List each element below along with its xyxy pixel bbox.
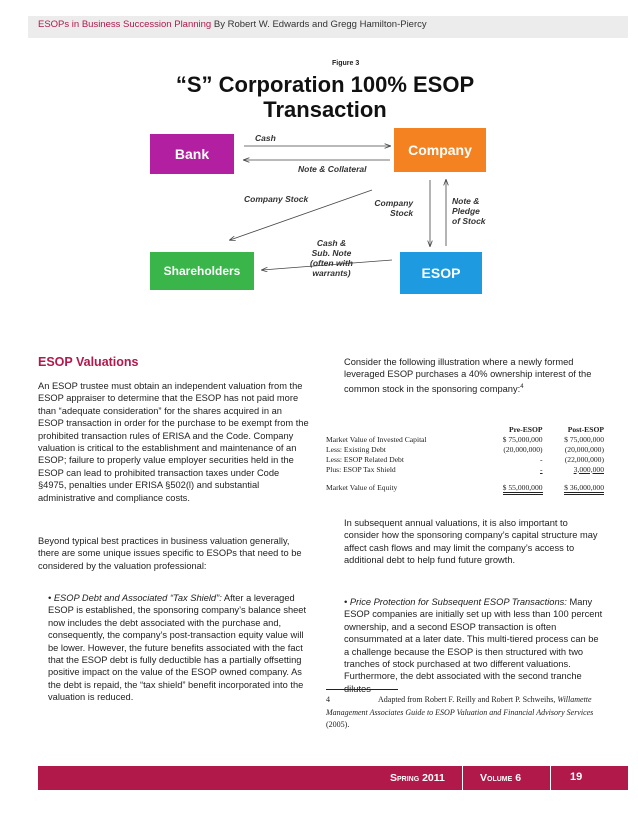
esop-node: ESOP [400,252,482,294]
row-post-value: 3,000,000 [573,464,604,474]
table-row [326,444,604,454]
row-post: (20,000,000) [564,444,604,454]
figure-3 [0,0,638,340]
paragraph-2 [38,535,310,572]
footnote-number: 4 [326,695,330,704]
table-header-row [326,424,604,434]
total-post [543,482,604,492]
flow-label-note-collateral: Note & Collateral [298,164,367,174]
footnote [326,694,616,732]
footer-season: Spring 2011 [390,772,445,784]
paragraph-text: In subsequent annual valuations, it is also important to consider how the sponsoring company’s capital structure may affect cash flows and may limit the company’s access to additional debt to help fund future growth. [344,518,598,566]
footer-volume: Volume 6 [480,772,522,784]
company-node: Company [394,128,486,172]
shareholders-node: Shareholders [150,252,254,290]
footnote-rule [326,689,398,690]
paragraph-text: Consider the following illustration where a newly formed leveraged ESOP purchases a 40% ownership interest of the common stock in the sponsoring company: [344,357,592,394]
paragraph-text: An ESOP trustee must obtain an independent valuation from the ESOP appraiser to determine that the ESOP has not paid more than “adequate consideration” for the shares acquired in an ESOP transaction in order for the purchase to be exempt from the prohibited transaction rules of ERISA and the Code. Company valuation is critical to the establishment and maintenance of an ESOP; failure to properly value employer securities held in the ESOP can lead to prohibited transaction taxes under Code §4975, penalties under ERISA §502(l) and substantial administrative and compliance costs. [38,381,309,503]
valuation-table [326,424,604,492]
total-label: Market Value of Equity [326,482,398,492]
col-header-pre: Pre-ESOP [508,424,543,434]
publication-title: ESOPs in Business Succession Planning [38,19,212,30]
paragraph-illustration [344,356,604,395]
table-total-row [326,482,604,492]
bullet-body: After a leveraged ESOP is established, the sponsoring company’s balance sheet now includes the debt associated with the purchase and, consequently, the company’s post-transaction equity value will be lower. However, the future benefits associated with the fact that the ESOP debt is fully deductible has a partially offsetting positive impact on the value of the ESOP owned company. As the debt is repaid, the “tax shield” benefit incorporated into the valuation is reduced. [48,593,307,703]
flow-label-line: warrants) [312,268,351,278]
bullet-lead: • ESOP Debt and Associated “Tax Shield”: [48,593,222,603]
row-label: Less: ESOP Related Debt [326,454,404,464]
total-post-value: $ 36,000,000 [564,483,604,495]
col-header-post: Post-ESOP [567,424,604,434]
table-row [326,454,604,464]
row-pre: - [540,454,543,464]
row-label: Plus: ESOP Tax Shield [326,464,396,474]
flow-label-line: Sub. Note [311,248,352,258]
table-header-blank [326,424,481,434]
table-spacer [326,474,604,482]
row-post [543,464,604,474]
flow-label-line: Pledge [452,206,480,216]
flow-label-line: Note & [452,196,480,206]
flow-label-note-pledge [452,196,486,226]
figure-label: Figure 3 [332,60,360,67]
paragraph-text: Beyond typical best practices in business valuation generally, there are some unique issues specific to ESOPs that need to be considered by the valuation professional: [38,536,302,571]
footnote-text: Adapted from Robert F. Reilly and Robert P. Schweihs, [378,695,556,704]
footer-divider [462,766,463,790]
footnote-year: (2005). [326,720,350,729]
flow-label-company-stock-left: Company Stock [244,194,309,204]
row-pre [481,464,542,474]
bank-node: Bank [150,134,234,174]
section-heading: ESOP Valuations [38,355,139,369]
bullet-esop-debt [48,592,310,704]
row-post: $ 75,000,000 [564,434,604,444]
bullet-price-protection [344,596,604,695]
paragraph-1 [38,380,310,504]
byline: By Robert W. Edwards and Gregg Hamilton-Piercy [211,19,427,30]
figure-title-line-1: “S” Corporation 100% ESOP [175,72,475,97]
row-pre: (20,000,000) [503,444,543,454]
row-label: Market Value of Invested Capital [326,434,427,444]
page-number: 19 [570,771,583,783]
total-pre [481,482,542,492]
flow-label-cash: Cash [255,133,276,143]
bullet-body: Many ESOP companies are initially set up with less than 100 percent ownership, and a second ESOP transaction is often consummated at a later date. This multi-tiered process can be a challenge because the ESOP is then structured with two tranches of stock purchased at two different valuations. Furthermore, the debt associated with the second tranche dilutes [344,597,603,694]
row-post: (22,000,000) [564,454,604,464]
flow-label-line: Stock [390,208,414,218]
figure-title-line-2: Transaction [263,97,387,122]
table-row [326,464,604,474]
table-row [326,434,604,444]
paragraph-subsequent [344,517,604,567]
footer-bar [38,766,628,790]
footnote-book-title: Willamette Management Associates Guide to ESOP Valuation and Financial Advisory Services [326,695,594,717]
row-pre: $ 75,000,000 [502,434,543,444]
flow-label-line: Cash & [316,238,347,248]
flow-label-line: (often with [310,258,353,268]
row-pre-value: - [540,464,543,474]
flow-label-cash-sub-note [310,238,353,278]
bullet-lead: • Price Protection for Subsequent ESOP Transactions: [344,597,567,607]
flow-label-company-stock-right [372,198,413,218]
footnote-ref: 4 [520,383,524,390]
footer-divider [550,766,551,790]
row-label: Less: Existing Debt [326,444,386,454]
flow-label-line: Company [374,198,414,208]
total-pre-value: $ 55,000,000 [503,483,543,495]
flow-label-line: of Stock [452,216,486,226]
